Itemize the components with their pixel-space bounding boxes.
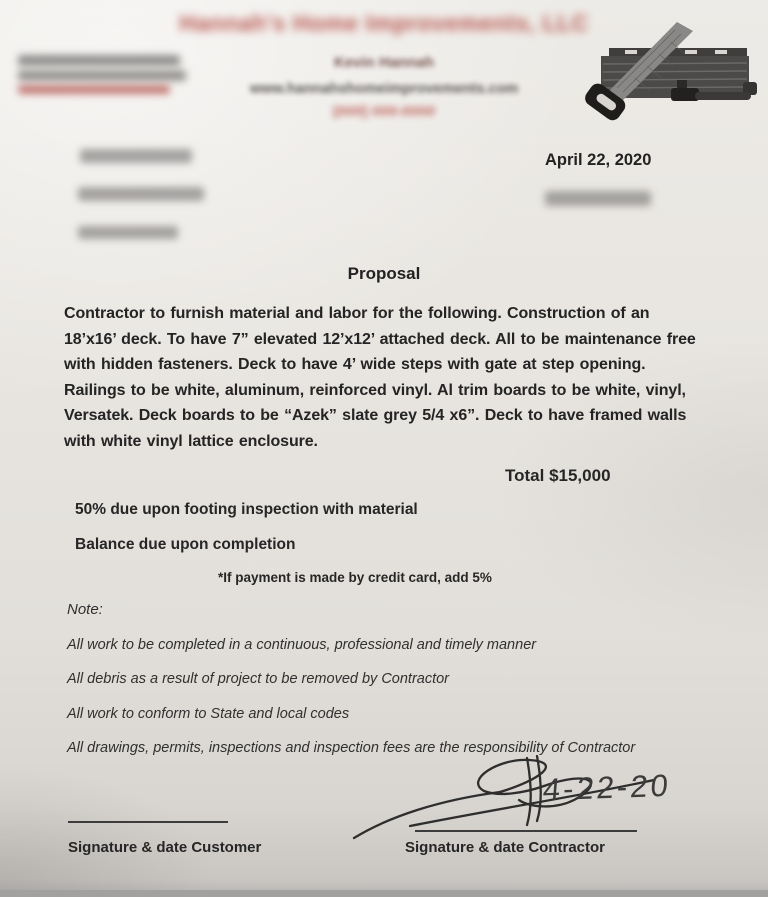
website-blurred: www.hannahshomeimprovements.com (249, 81, 519, 97)
note-item-debris: All debris as a result of project to be removed by Contractor (67, 671, 450, 687)
payment-term-deposit: 50% due upon footing inspection with material (75, 501, 418, 518)
phone-blurred: (###) ###-#### (332, 103, 436, 120)
redacted-recipient-line-2 (78, 187, 204, 201)
document-date: April 22, 2020 (545, 151, 652, 169)
payment-term-balance: Balance due upon completion (75, 536, 296, 553)
note-item-codes: All work to conform to State and local codes (67, 706, 350, 722)
customer-signature-label: Signature & date Customer (68, 839, 262, 856)
credit-card-surcharge-note: *If payment is made by credit card, add 5% (218, 570, 492, 585)
redacted-phone-line (545, 191, 651, 206)
redacted-recipient-line-3 (78, 226, 178, 239)
lumber-saw-hammer-logo-icon (585, 20, 763, 128)
contractor-signature-label: Signature & date Contractor (405, 839, 606, 856)
photo-bottom-edge (0, 890, 768, 897)
redacted-recipient-line-1 (80, 149, 192, 163)
handwritten-date: 4-22-20 (541, 767, 673, 808)
note-label: Note: (67, 601, 103, 618)
page-title: Proposal (347, 264, 421, 283)
redacted-sender-line-2 (18, 70, 186, 81)
total-amount: Total $15,000 (505, 466, 611, 485)
customer-signature-line (68, 821, 228, 823)
company-name-blurred: Hannah's Home Improvements, LLC (179, 10, 589, 36)
proposal-body-paragraph: Contractor to furnish material and labor for the following. Construction of an 18’x16’ deck. To have 7” elevated 12’x12’ attached deck. All to be maintenance free with hidden fasteners. Deck to have 4’ wide steps with gate at step opening. Railings to be white, aluminum, reinforced vinyl. Al trim boards to be white, vinyl, Versatek. Deck boards to be “Azek” slate grey 5/4 x6”. Deck to have framed walls with white vinyl lattice enclosure. (64, 305, 696, 450)
note-item-timely: All work to be completed in a continuous, professional and timely manner (67, 637, 537, 653)
note-item-permits: All drawings, permits, inspections and inspection fees are the responsibility of Contractor (67, 740, 636, 756)
contact-name-blurred: Kevin Hannah (333, 54, 435, 71)
